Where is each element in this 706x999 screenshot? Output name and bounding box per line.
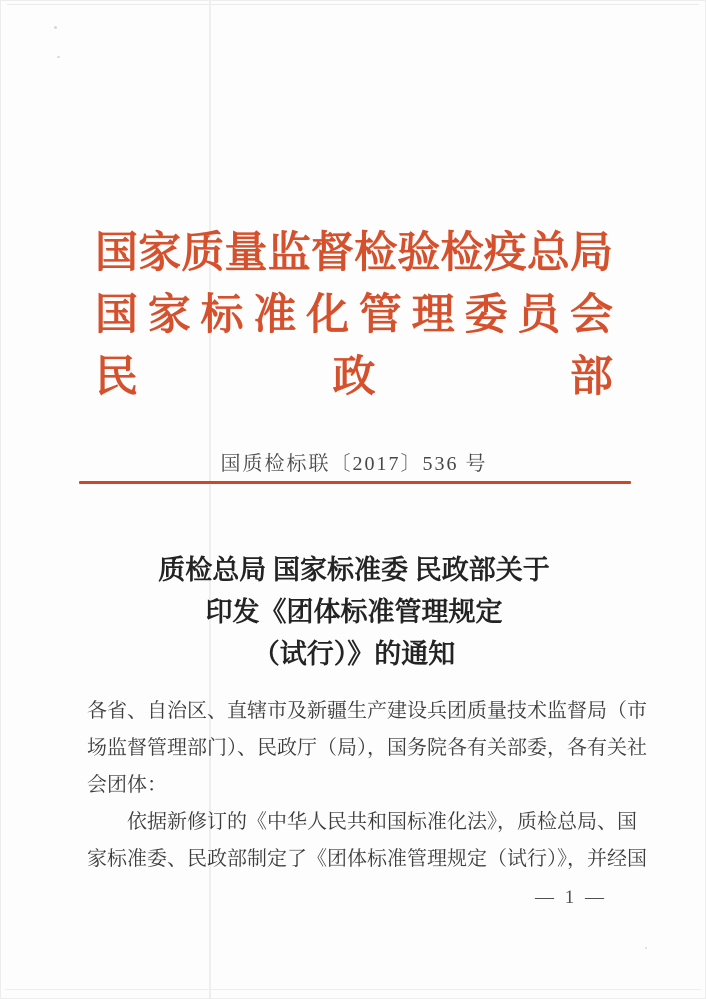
- addressee-line: 各省、自治区、直辖市及新疆生产建设兵团质量技术监督局（市: [87, 700, 647, 722]
- addressee-line: 场监督管理部门）、民政厅（局），国务院各有关部委，各有关社: [87, 737, 647, 759]
- page-number: — 1 —: [535, 887, 607, 908]
- document-reference-number: 国质检标联〔2017〕536 号: [220, 453, 488, 475]
- scan-edge-top: [7, 4, 699, 5]
- scan-speck: [645, 947, 647, 949]
- red-divider-rule: [79, 481, 631, 484]
- document-title-line-2: 印发《团体标准管理规定: [205, 597, 503, 627]
- scan-speck: [57, 56, 60, 58]
- addressee-line: 会团体：: [87, 774, 167, 796]
- scan-edge-bottom: [5, 989, 701, 990]
- body-paragraph-line: 依据新修订的《中华人民共和国标准化法》，质检总局、国: [127, 811, 637, 833]
- document-title-line-3: （试行）》的通知: [252, 639, 456, 669]
- scan-speck: [54, 26, 57, 29]
- body-paragraph-line: 家标准委、民政部制定了《团体标准管理规定（试行）》，并经国: [87, 848, 647, 870]
- red-letterhead: [95, 223, 613, 409]
- document-body: [87, 693, 647, 878]
- issuing-agency-3: 民政部: [95, 354, 613, 401]
- document-title-line-1: 质检总局 国家标准委 民政部关于: [158, 555, 550, 585]
- issuing-agency-1: 国家质量监督检验检疫总局: [95, 230, 613, 277]
- issuing-agency-2: 国家标准化管理委员会: [95, 292, 613, 339]
- document-title: [1, 549, 706, 675]
